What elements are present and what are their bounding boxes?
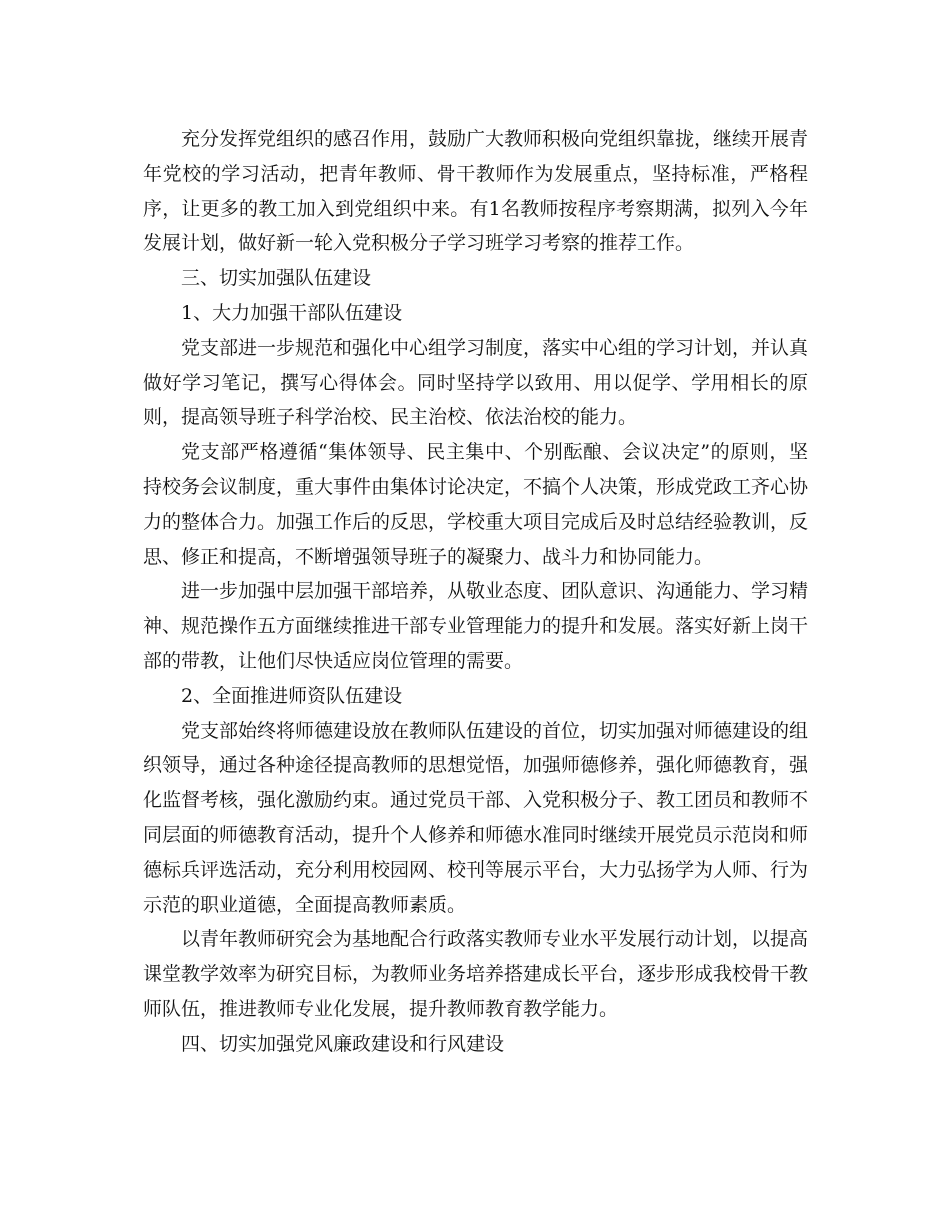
section-heading-integrity: 四、切实加强党风廉政建设和行风建设 <box>181 1032 505 1055</box>
subheading-cadre-team: 1、大力加强干部队伍建设 <box>181 301 403 324</box>
section-heading-team-building: 三、切实加强队伍建设 <box>181 267 372 290</box>
paragraph-teacher-ethics: 党支部始终将师德建设放在教师队伍建设的首位，切实加强对师德建设的组织领导，通过各种途径提高教师的思想觉悟，加强师德修养，强化师德教育，强化监督考核，强化激励约束。通过党员干部、入党积极分子、教工团员和教师不同层面的师德教育活动，提升个人修养和师德水准同时继续开展党员示范岗和师德标兵评选活动，充分利用校园网、校刊等展示平台，大力弘扬学为人师、行为示范的职业道德，全面提高教师素质。 <box>143 719 809 916</box>
paragraph-middle-cadre-training: 进一步加强中层加强干部培养，从敬业态度、团队意识、沟通能力、学习精神、规范操作五方面继续推进干部专业管理能力的提升和发展。落实好新上岗干部的带教，让他们尽快适应岗位管理的需要。 <box>143 580 809 672</box>
paragraph-party-recruitment: 充分发挥党组织的感召作用，鼓励广大教师积极向党组织靠拢，继续开展青年党校的学习活动，把青年教师、骨干教师作为发展重点，坚持标准，严格程序，让更多的教工加入到党组织中来。有1名教师按程序考察期满，拟列入今年发展计划，做好新一轮入党积极分子学习班学习考察的推荐工作。 <box>143 128 809 255</box>
paragraph-collective-leadership: 党支部严格遵循“集体领导、民主集中、个别酝酿、会议决定”的原则，坚持校务会议制度，重大事件由集体讨论决定，不搞个人决策，形成党政工齐心协力的整体合力。加强工作后的反思，学校重大项目完成后及时总结经验教训，反思、修正和提高，不断增强领导班子的凝聚力、战斗力和协同能力。 <box>143 441 809 568</box>
subheading-teacher-team: 2、全面推进师资队伍建设 <box>181 684 403 707</box>
paragraph-young-teachers: 以青年教师研究会为基地配合行政落实教师专业水平发展行动计划，以提高课堂教学效率为研究目标，为教师业务培养搭建成长平台，逐步形成我校骨干教师队伍，推进教师专业化发展，提升教师教育教学能力。 <box>143 928 809 1020</box>
document-page <box>143 122 808 1062</box>
paragraph-study-system: 党支部进一步规范和强化中心组学习制度，落实中心组的学习计划，并认真做好学习笔记，撰写心得体会。同时坚持学以致用、用以促学、学用相长的原则，提高领导班子科学治校、民主治校、依法治校的能力。 <box>143 336 809 429</box>
